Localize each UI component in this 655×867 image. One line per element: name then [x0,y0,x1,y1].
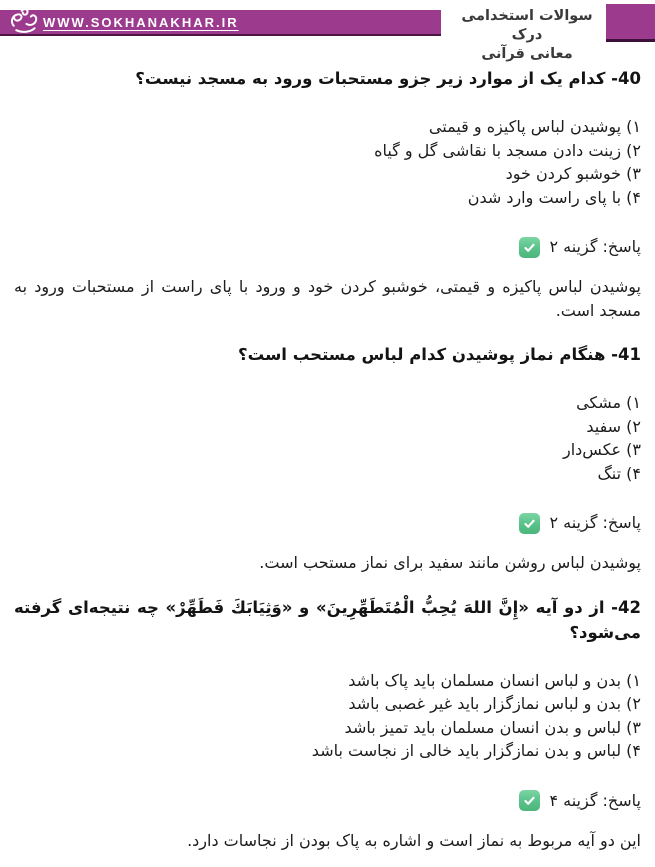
check-mark-icon [519,513,540,534]
explanation-text: پوشیدن لباس روشن مانند سفید برای نماز مستحب است. [259,553,641,572]
site-url-link[interactable]: WWW.SOKHANAKHAR.IR [43,14,239,30]
question-options [14,115,641,209]
question-title: 41- هنگام نماز پوشیدن کدام لباس مستحب است؟ [238,345,641,364]
option-2: ۲) بدن و لباس نمازگزار باید غیر غصبی باشد [348,694,641,713]
brand-bar [0,10,441,36]
option-3: ۳) خوشبو کردن خود [505,164,641,183]
header-title [457,7,597,64]
option-3: ۳) عکس‌دار [563,440,641,459]
quiz-content [0,66,655,852]
option-4: ۴) تنگ [597,463,641,483]
option-4: ۴) با پای راست وارد شدن [467,187,641,207]
option-2: ۲) سفید [586,416,641,436]
option-2: ۲) زینت دادن مسجد با نقاشی گل و گیاه [374,140,641,160]
option-4: ۴) لباس و بدن نمازگزار باید خالی از نجاست باشد [311,741,641,760]
option-3: ۳) لباس و بدن انسان مسلمان باید تمیز باشد [344,717,641,737]
question-block-40 [14,66,641,322]
answer-label: پاسخ: گزینه ۲ [549,513,641,532]
question-options [14,391,641,485]
answer-line [14,511,641,535]
question-options [14,669,641,763]
explanation-text: پوشیدن لباس پاکیزه و قیمتی، خوشبو کردن خود و ورود با پای راست از مستحبات ورود به مسجد است. [14,277,641,320]
check-mark-icon [519,790,540,811]
question-title: 40- کدام یک از موارد زیر جزو مستحبات ورود به مسجد نیست؟ [135,69,641,88]
page-header [0,0,655,62]
answer-line [14,235,641,259]
answer-label: پاسخ: گزینه ۴ [549,790,641,810]
answer-label: پاسخ: گزینه ۲ [549,237,641,256]
calligraphy-logo-icon [7,5,40,35]
explanation-text: این دو آیه مربوط به نماز است و اشاره به پاک بودن از نجاسات دارد. [187,830,641,850]
option-1: ۱) مشکی [576,393,641,412]
check-mark-icon [519,237,540,258]
question-block-42 [14,595,641,853]
option-1: ۱) پوشیدن لباس پاکیزه و قیمتی [428,117,641,136]
corner-accent-block [606,4,655,42]
answer-line [14,789,641,813]
question-block-41 [14,342,641,575]
header-title-line2: معانی قرآنی [481,46,573,62]
question-title: 42- از دو آیه «إِنَّ اللهَ یُحِبُّ الْمُتَطَهِّرِینَ» و «وَثِیَابَكَ فَطَهِّرْ» چه نتیجه‌ای گرفته می‌شود؟ [14,597,641,642]
header-title-line1: سوالات استخدامی درک [461,8,593,43]
option-1: ۱) بدن و لباس انسان مسلمان باید پاک باشد [348,670,641,690]
